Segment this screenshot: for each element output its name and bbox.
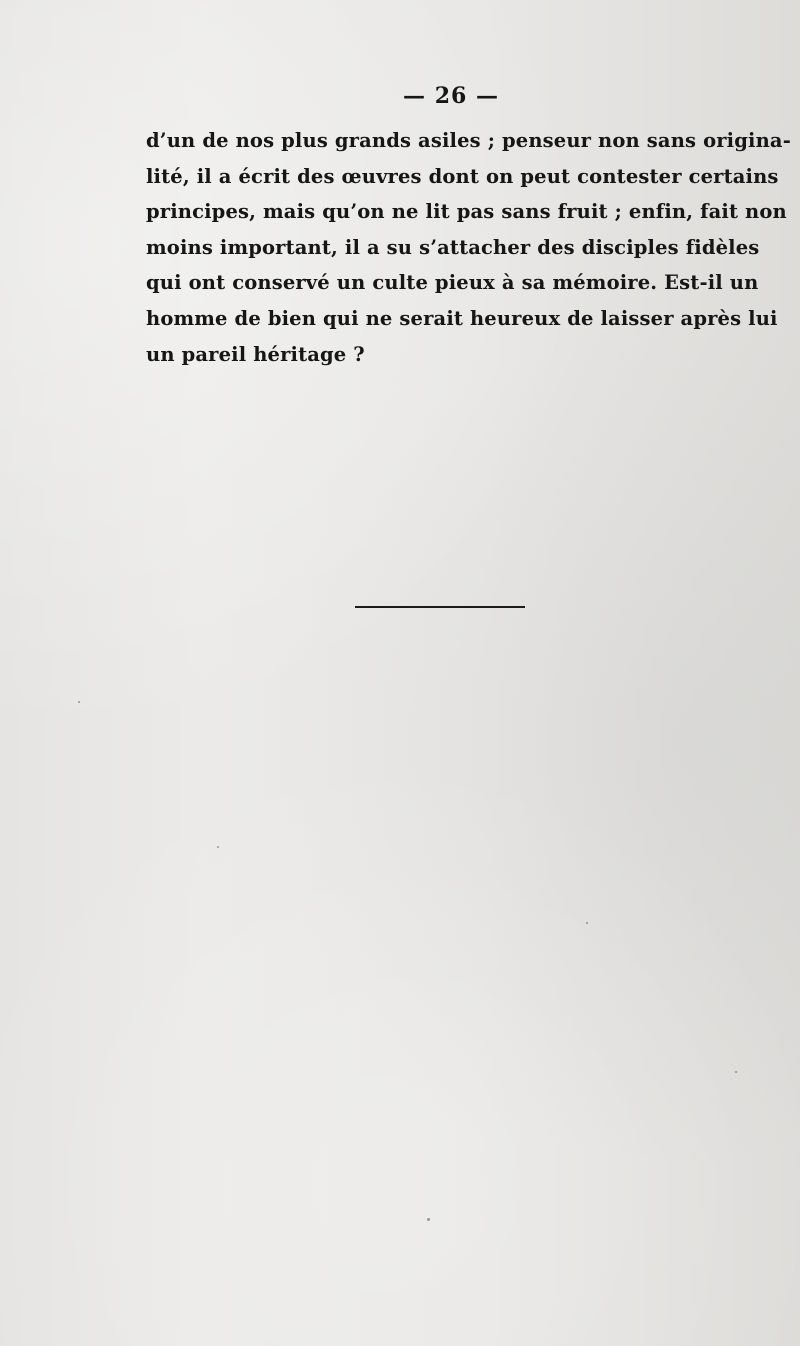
paper-speck xyxy=(78,701,80,703)
text-line-4: moins important, il a su s’attacher des disciples fidèles xyxy=(146,235,760,259)
paper-speck xyxy=(427,1218,430,1221)
paper-speck xyxy=(217,846,219,848)
text-line-2: lité, il a écrit des œuvres dont on peut contester certains xyxy=(146,164,779,188)
body-text-block xyxy=(146,123,791,372)
section-separator xyxy=(355,606,525,608)
text-line-3: principes, mais qu’on ne lit pas sans fruit ; enfin, fait non xyxy=(146,200,787,224)
text-line-1: d’un de nos plus grands asiles ; penseur non sans origina- xyxy=(146,129,791,152)
paper-speck xyxy=(735,1071,737,1073)
text-line-7: un pareil héritage ? xyxy=(146,342,365,366)
text-line-5: qui ont conservé un culte pieux à sa mémoire. Est-il un xyxy=(146,271,759,295)
page-number: — 26 — xyxy=(403,83,499,109)
paper-speck xyxy=(586,922,588,924)
text-line-6: homme de bien qui ne serait heureux de laisser après lui xyxy=(146,306,778,330)
